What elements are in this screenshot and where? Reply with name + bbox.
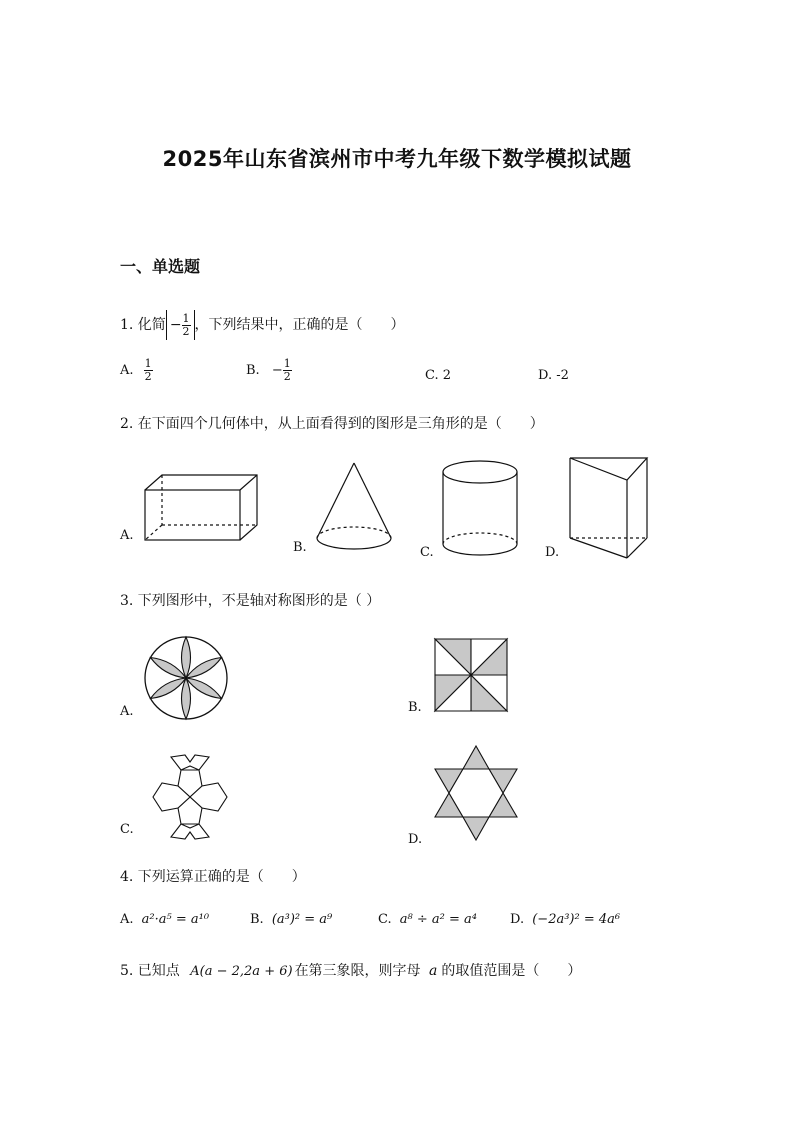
q1-fraction — [182, 313, 191, 338]
q3-label-a: A. — [120, 704, 134, 719]
q4-option-b-expr: (a³)² = a⁹ — [271, 912, 333, 927]
q1-frac-num: 1 — [182, 311, 190, 325]
q5-middle: 在第三象限，则字母 — [294, 963, 421, 979]
triangular-prism-figure — [565, 455, 653, 561]
q5-prefix: 5. 已知点 — [120, 963, 180, 979]
q4-option-c-expr: a⁸ ÷ a² = a⁴ — [399, 912, 477, 927]
option-label: A. — [120, 912, 134, 927]
q1-prefix: 1. 化简 — [120, 317, 166, 333]
q4-option-b — [250, 912, 332, 927]
question-2: 2. 在下面四个几何体中，从上面看得到的图形是三角形的是（ ） — [120, 416, 544, 432]
q4-option-d — [510, 912, 620, 927]
q1-option-b — [246, 358, 292, 383]
hexagon-ring-figure — [140, 752, 240, 842]
q2-label-d: D. — [545, 545, 560, 560]
option-label: B. — [246, 363, 260, 378]
q1-abs-expression — [166, 310, 195, 340]
q3-label-c: C. — [120, 822, 134, 837]
q5-variable: a — [429, 963, 438, 979]
q1-option-a-fraction — [144, 358, 153, 383]
option-label: C. — [378, 912, 392, 927]
frac-num: 1 — [283, 357, 291, 370]
q3-label-b: B. — [408, 700, 422, 715]
star-of-david-figure — [430, 742, 522, 844]
cylinder-figure — [438, 458, 522, 562]
option-label: B. — [250, 912, 264, 927]
page-title: 2025年山东省滨州市中考九年级下数学模拟试题 — [162, 147, 632, 171]
q1-suffix: ，下列结果中，正确的是（ ） — [194, 317, 405, 333]
q1-option-a — [120, 358, 153, 383]
q1-option-b-fraction — [283, 358, 292, 383]
flower-circle-figure — [140, 632, 232, 724]
q4-option-a-expr: a²·a⁵ = a¹⁰ — [141, 912, 210, 927]
question-5 — [120, 960, 581, 980]
question-3: 3. 下列图形中，不是轴对称图形的是（ ） — [120, 593, 381, 609]
frac-num: 1 — [144, 357, 152, 370]
question-1 — [120, 310, 405, 340]
q4-option-c — [378, 912, 477, 927]
q1-minus: − — [169, 317, 182, 333]
q5-point: A(a − 2,2a + 6) — [190, 964, 293, 979]
q4-option-a — [120, 912, 209, 927]
q3-label-d: D. — [408, 832, 423, 847]
q2-label-c: C. — [420, 545, 434, 560]
frac-den: 2 — [283, 370, 291, 383]
frac-den: 2 — [144, 370, 152, 383]
pinwheel-figure — [430, 634, 512, 716]
question-4: 4. 下列运算正确的是（ ） — [120, 869, 306, 885]
q4-option-d-expr: (−2a³)² = 4a⁶ — [532, 912, 621, 927]
q1-option-d: D. -2 — [538, 368, 569, 383]
q5-suffix: 的取值范围是（ ） — [441, 963, 582, 979]
q2-label-b: B. — [293, 540, 307, 555]
section-heading: 一、单选题 — [120, 257, 201, 276]
q2-label-a: A. — [120, 528, 134, 543]
option-label: A. — [120, 363, 134, 378]
option-label: D. — [510, 912, 525, 927]
rectangular-prism-figure — [140, 470, 260, 545]
minus-sign: − — [271, 363, 283, 378]
cone-figure — [312, 460, 396, 556]
q1-option-c: C. 2 — [425, 368, 452, 383]
q1-frac-den: 2 — [182, 324, 190, 338]
